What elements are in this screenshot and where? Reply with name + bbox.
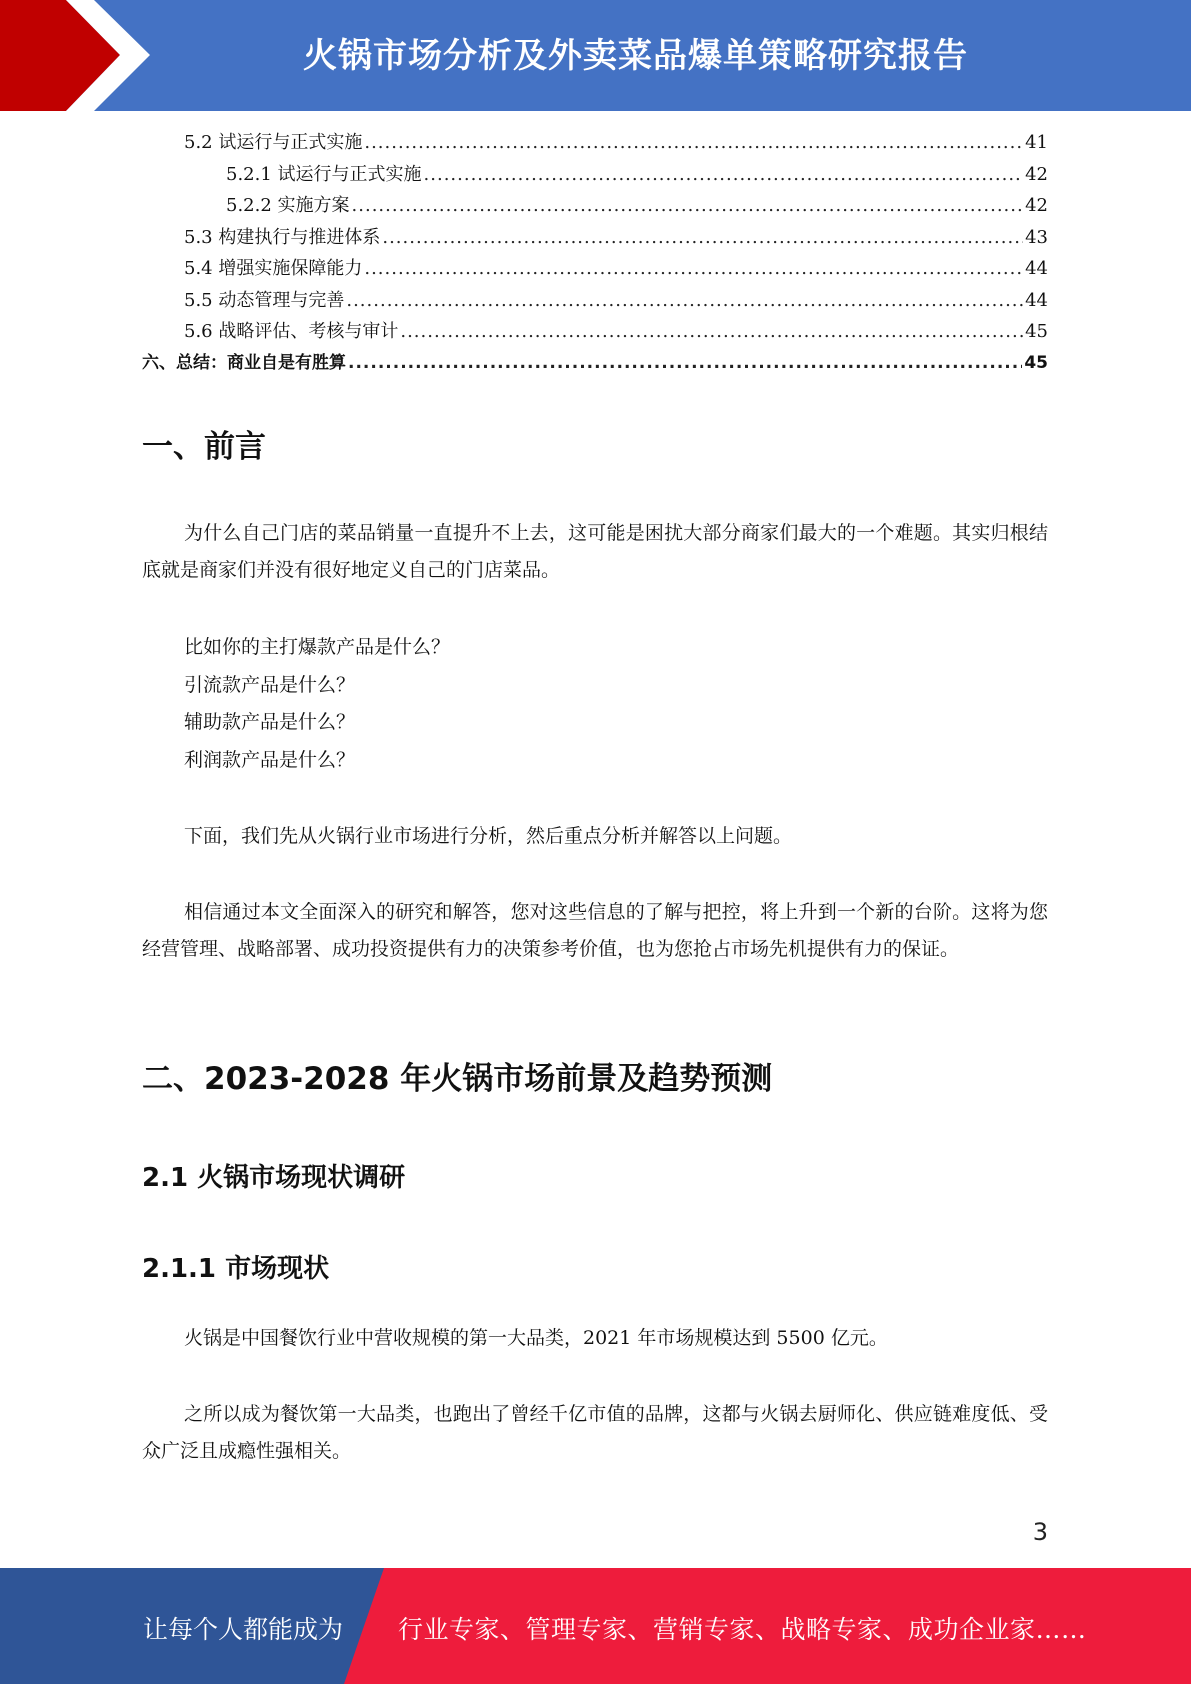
toc-entry-label: 5.2 试运行与正式实施 <box>184 132 363 153</box>
toc-leader-dots <box>352 190 1024 222</box>
toc-entry[interactable] <box>142 127 1048 159</box>
subsection-2-1-1-heading: 2.1.1 市场现状 <box>142 1254 330 1284</box>
toc-leader-dots <box>346 285 1023 317</box>
toc-entry-label: 5.2.1 试运行与正式实施 <box>226 163 422 185</box>
report-title: 火锅市场分析及外卖菜品爆单策略研究报告 <box>303 36 968 76</box>
question-item: 引流款产品是什么？ <box>184 673 356 696</box>
toc-entry-page: 43 <box>1025 226 1048 248</box>
question-item: 利润款产品是什么？ <box>184 748 356 771</box>
toc-entry-page: 42 <box>1025 195 1048 216</box>
toc-leader-dots <box>364 127 1023 159</box>
toc-entry[interactable] <box>142 159 1048 191</box>
toc-leader-dots <box>364 253 1023 285</box>
section-1-heading: 一、前言 <box>142 429 266 465</box>
page-footer <box>0 1568 1191 1684</box>
toc-leader-dots <box>424 159 1024 191</box>
toc-entry-page: 44 <box>1025 258 1048 279</box>
page-number: 3 <box>1032 1518 1048 1546</box>
toc-entry[interactable] <box>142 285 1048 317</box>
toc-entry-page: 44 <box>1025 289 1048 311</box>
toc-entry-label: 5.4 增强实施保障能力 <box>184 258 363 279</box>
toc-entry-label: 5.2.2 实施方案 <box>226 195 350 216</box>
toc-entry-label: 六、总结：商业自是有胜算 <box>142 352 346 373</box>
question-list <box>184 629 450 779</box>
toc-entry-page: 42 <box>1025 163 1048 185</box>
toc-entry-label: 5.5 动态管理与完善 <box>184 289 345 311</box>
section-2-paragraph-1: 火锅是中国餐饮行业中营收规模的第一大品类，2021 年市场规模达到 5500 亿元。 <box>184 1327 888 1349</box>
toc-entry-label: 5.6 战略评估、考核与审计 <box>184 321 399 342</box>
footer-slogan-right: 行业专家、管理专家、营销专家、战略专家、成功企业家…… <box>398 1615 1087 1644</box>
section-1-paragraph-3: 相信通过本文全面深入的研究和解答，您对这些信息的了解与把控，将上升到一个新的台阶。这将为您经营管理、战略部署、成功投资提供有力的决策参考价值，也为您抢占市场先机提供有力的保证。 <box>142 901 1048 960</box>
question-item: 辅助款产品是什么？ <box>184 711 356 733</box>
toc-entry[interactable] <box>142 190 1048 222</box>
table-of-contents <box>142 127 1048 379</box>
page-header <box>0 0 1191 111</box>
section-1-paragraph-2: 下面，我们先从火锅行业市场进行分析，然后重点分析并解答以上问题。 <box>184 825 793 847</box>
toc-entry-page: 45 <box>1025 321 1048 342</box>
section-1-paragraph-1: 为什么自己门店的菜品销量一直提升不上去，这可能是困扰大部分商家们最大的一个难题。其实归根结底就是商家们并没有很好地定义自己的门店菜品。 <box>142 522 1048 581</box>
toc-entry-label: 5.3 构建执行与推进体系 <box>184 226 381 248</box>
toc-leader-dots <box>400 316 1023 348</box>
toc-entry[interactable] <box>142 316 1048 348</box>
question-item: 比如你的主打爆款产品是什么？ <box>184 636 451 658</box>
section-2-heading: 二、2023-2028 年火锅市场前景及趋势预测 <box>142 1061 773 1097</box>
toc-entry-page: 45 <box>1024 352 1048 373</box>
toc-entry[interactable] <box>142 253 1048 285</box>
subsection-2-1-heading: 2.1 火锅市场现状调研 <box>142 1163 406 1193</box>
toc-entry[interactable] <box>142 348 1048 380</box>
toc-leader-dots <box>382 222 1023 254</box>
section-2-paragraph-2: 之所以成为餐饮第一大品类，也跑出了曾经千亿市值的品牌，这都与火锅去厨师化、供应链难度低、受众广泛且成瘾性强相关。 <box>142 1403 1048 1462</box>
toc-entry-page: 41 <box>1025 132 1048 153</box>
footer-slogan-left: 让每个人都能成为 <box>143 1615 344 1644</box>
toc-entry[interactable] <box>142 222 1048 254</box>
toc-leader-dots <box>348 348 1022 380</box>
